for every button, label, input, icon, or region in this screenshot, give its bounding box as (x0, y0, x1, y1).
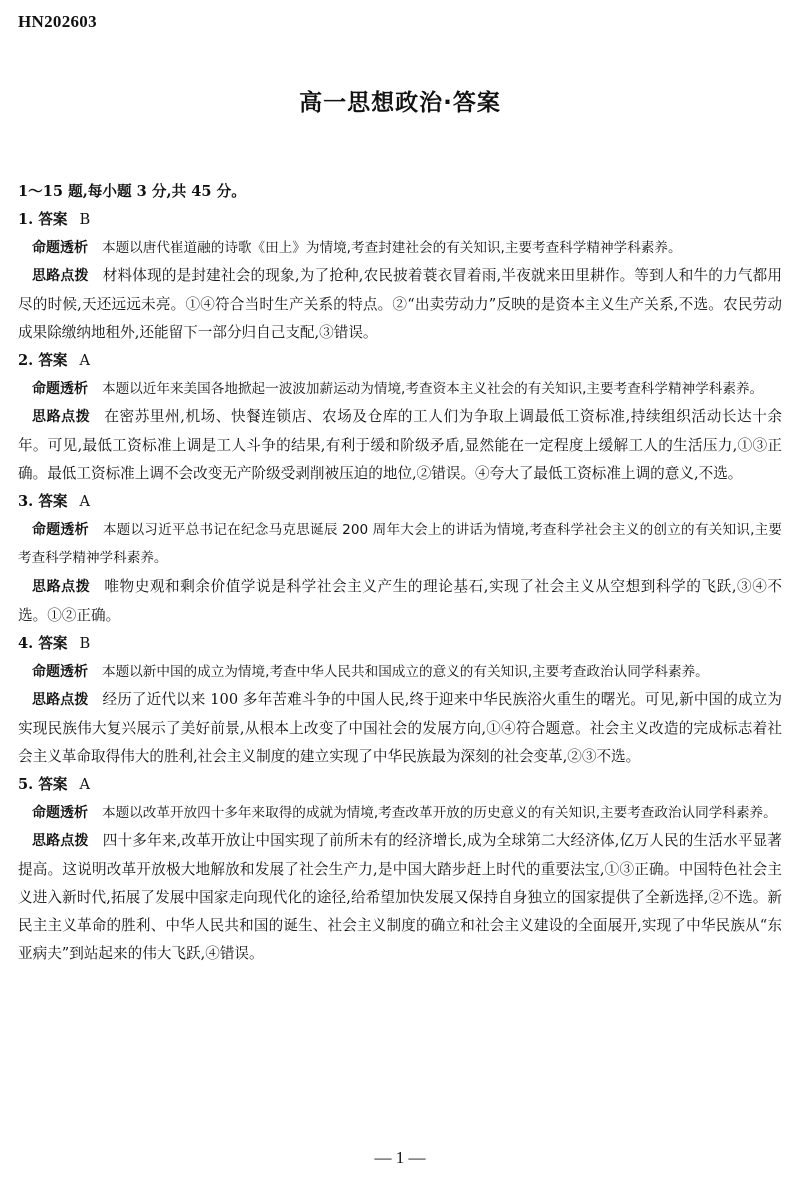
question-number: 2. 答案 (18, 351, 68, 369)
hint-paragraph (18, 827, 782, 967)
hint-paragraph (18, 573, 782, 630)
hint-text: 四十多年来,改革开放让中国实现了前所未有的经济增长,成为全球第二大经济体,亿万人民的生活水平显著提高。这说明改革开放极大地解放和发展了社会生产力,是中国大踏步赶上时代的重要法宝,①③正确。中国特色社会主义进入新时代,拓展了发展中国家走向现代化的途径,给希望加快发展又保持自身独立的国家提供了全新选择,②不选。新民主主义革命的胜利、中华人民共和国的诞生、社会主义制度的确立和社会主义建设的全面展开,实现了中华民族从“东亚病夫”到站起来的伟大飞跃,④错误。 (18, 832, 782, 962)
analysis-paragraph (18, 799, 782, 828)
question-answer-line (18, 630, 782, 658)
analysis-paragraph (18, 375, 782, 404)
page-number: — 1 — (374, 1148, 426, 1167)
hint-label: 思路点拨 (32, 409, 91, 426)
analysis-label: 命题透析 (32, 380, 88, 397)
analysis-paragraph (18, 516, 782, 574)
analysis-label: 命题透析 (32, 663, 88, 680)
question-number: 1. 答案 (18, 210, 68, 228)
analysis-text: 本题以近年来美国各地掀起一波波加薪运动为情境,考查资本主义社会的有关知识,主要考查科学精神学科素养。 (102, 380, 764, 397)
analysis-label: 命题透析 (32, 239, 88, 256)
section-intro: 1～15 题,每小题 3 分,共 45 分。 (18, 183, 246, 200)
question-block (18, 488, 782, 630)
hint-text: 材料体现的是封建社会的现象,为了抢种,农民披着蓑衣冒着雨,半夜就来田里耕作。等到人和牛的力气都用尽的时候,天还远远未亮。①④符合当时生产关系的特点。②“出卖劳动力”反映的是资本主义生产关系,不选。农民劳动成果除缴纳地租外,还能留下一部分归自己支配,③错误。 (18, 267, 782, 341)
analysis-text: 本题以新中国的成立为情境,考查中华人民共和国成立的意义的有关知识,主要考查政治认同学科素养。 (102, 663, 709, 680)
answer-letter: B (79, 634, 91, 652)
hint-label: 思路点拨 (32, 692, 89, 709)
question-answer-line (18, 206, 782, 234)
answer-letter: A (79, 351, 91, 369)
analysis-text: 本题以改革开放四十多年来取得的成就为情境,考查改革开放的历史意义的有关知识,主要考查政治认同学科素养。 (102, 804, 777, 821)
question-block (18, 206, 782, 347)
analysis-paragraph (18, 234, 782, 263)
hint-label: 思路点拨 (32, 579, 91, 596)
question-answer-line (18, 347, 782, 375)
page-title: 高一思想政治·答案 (299, 90, 501, 116)
analysis-text: 本题以习近平总书记在纪念马克思诞辰 200 周年大会上的讲话为情境,考查科学社会主义的创立的有关知识,主要考查科学精神学科素养。 (18, 521, 783, 567)
answer-content (18, 178, 782, 967)
question-block (18, 630, 782, 771)
question-number: 5. 答案 (18, 775, 68, 793)
analysis-paragraph (18, 658, 782, 687)
hint-paragraph (18, 403, 782, 487)
analysis-label: 命题透析 (32, 521, 89, 538)
hint-text: 在密苏里州,机场、快餐连锁店、农场及仓库的工人们为争取上调最低工资标准,持续组织活动长达十余年。可见,最低工资标准上调是工人斗争的结果,有利于缓和阶级矛盾,显然能在一定程度上缓解工人的生活压力,①③正确。最低工资标准上调不会改变无产阶级受剥削被压迫的地位,②错误。④夸大了最低工资标准上调的意义,不选。 (18, 408, 782, 482)
hint-text: 唯物史观和剩余价值学说是科学社会主义产生的理论基石,实现了社会主义从空想到科学的飞跃,③④不选。①②正确。 (18, 578, 782, 624)
answer-letter: A (79, 492, 91, 510)
hint-label: 思路点拨 (32, 833, 89, 850)
question-block (18, 771, 782, 968)
analysis-text: 本题以唐代崔道融的诗歌《田上》为情境,考查封建社会的有关知识,主要考查科学精神学科素养。 (102, 239, 682, 256)
question-block (18, 347, 782, 488)
answer-letter: A (79, 775, 91, 793)
exam-code: HN202603 (18, 12, 97, 31)
hint-paragraph (18, 686, 782, 770)
question-number: 3. 答案 (18, 492, 68, 510)
hint-paragraph (18, 262, 782, 346)
hint-text: 经历了近代以来 100 多年苦难斗争的中国人民,终于迎来中华民族浴火重生的曙光。可见,新中国的成立为实现民族伟大复兴展示了美好前景,从根本上改变了中国社会的发展方向,①④符合题意。社会主义改造的完成标志着社会主义革命取得伟大的胜利,社会主义制度的建立实现了中华民族最为深刻的社会变革,②③不选。 (18, 691, 782, 765)
answer-letter: B (79, 210, 91, 228)
analysis-label: 命题透析 (32, 804, 88, 821)
question-answer-line (18, 488, 782, 516)
question-answer-line (18, 771, 782, 799)
hint-label: 思路点拨 (32, 268, 89, 285)
question-number: 4. 答案 (18, 634, 68, 652)
